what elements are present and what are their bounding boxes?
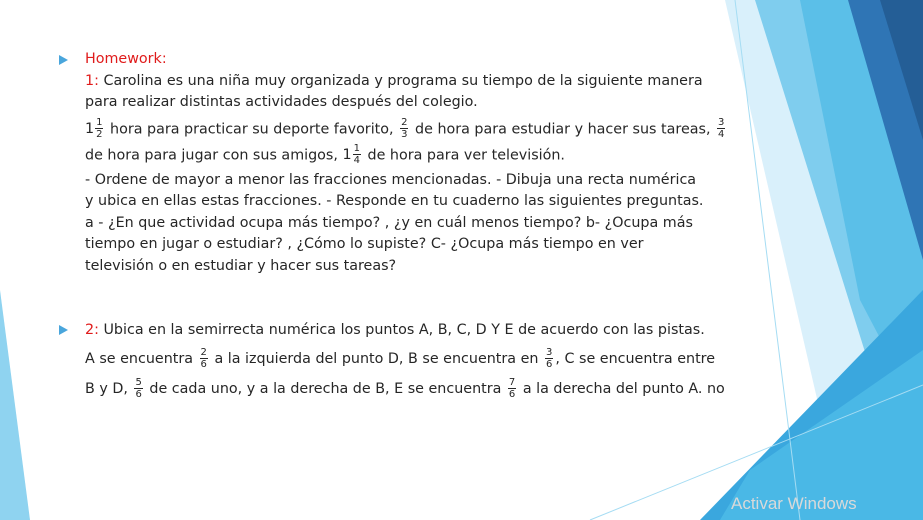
q2-fraction-4-denominator: 6: [508, 388, 516, 400]
bullet-2-icon: [59, 325, 68, 335]
activate-windows-watermark: Activar Windows: [731, 494, 857, 513]
q1-line-2: para realizar distintas actividades después del colegio.: [85, 94, 478, 110]
q2-line-2-part-c: , C se encuentra entre: [555, 351, 716, 367]
q1-line-1-text: Carolina es una niña muy organizada y programa su tiempo de la siguiente manera: [98, 72, 703, 89]
fraction-2: [400, 117, 408, 140]
bullet-1-icon: [59, 55, 68, 65]
fraction-3-denominator: 4: [718, 128, 725, 140]
question-2-block: [85, 318, 725, 401]
q2-line-1-text: Ubica en la semirrecta numérica los puntos A, B, C, D Y E de acuerdo con las pistas.: [98, 322, 705, 338]
fraction-4: [353, 143, 361, 166]
homework-title: Homework:: [85, 51, 167, 67]
q2-line-2-part-b: a la izquierda del punto D, B se encuentra en: [209, 351, 543, 367]
q2-fraction-1-numerator: 2: [200, 346, 207, 358]
q2-fraction-2-numerator: 3: [546, 346, 553, 358]
fraction-3-numerator: 3: [718, 116, 725, 128]
q2-line-1: [85, 318, 725, 342]
q1-line-4-text: de hora para jugar con sus amigos,: [85, 147, 343, 163]
q2-fraction-2-denominator: 6: [546, 358, 553, 370]
q2-line-3-part-a: B y D,: [85, 381, 133, 397]
q1-item-4-text: de hora para ver televisión.: [362, 147, 565, 163]
q2-number: 2:: [85, 322, 99, 338]
q2-line-3: [85, 377, 725, 401]
q1-line-1: [85, 71, 725, 93]
q2-fraction-1: [200, 347, 208, 370]
q1-item-1-text: hora para practicar su deporte favorito,: [105, 121, 399, 137]
q2-fraction-4-numerator: 7: [508, 376, 516, 388]
q2-fraction-1-denominator: 6: [200, 358, 207, 370]
fraction-1-denominator: 2: [96, 128, 103, 140]
q2-fraction-2: [545, 347, 553, 370]
q1-instruction-2: y ubica en ellas estas fracciones. - Responde en tu cuaderno las siguientes preguntas.: [85, 193, 704, 209]
q2-line-3-part-b: de cada uno, y a la derecha de B, E se encuentra: [144, 381, 506, 397]
fraction-4-denominator: 4: [353, 154, 360, 166]
q2-fraction-3: [134, 377, 142, 400]
q2-line-2-part-a: A se encuentra: [85, 351, 198, 367]
fraction-2-denominator: 3: [401, 128, 408, 140]
q1-instruction-5: televisión o en estudiar y hacer sus tareas?: [85, 257, 397, 274]
q1-instruction-4: tiempo en jugar o estudiar? , ¿Cómo lo supiste? C- ¿Ocupa más tiempo en ver: [85, 236, 644, 252]
fraction-4-numerator: 1: [353, 142, 360, 154]
q1-item-2-text: de hora para estudiar y hacer sus tareas,: [410, 121, 716, 137]
fraction-4-whole: 1: [342, 147, 352, 163]
q1-instruction-1: - Ordene de mayor a menor las fracciones mencionadas. - Dibuja una recta numérica: [85, 171, 697, 188]
fraction-1: [95, 117, 103, 140]
fraction-3: [717, 117, 725, 140]
fraction-1-whole: 1: [85, 121, 95, 137]
fraction-1-numerator: 1: [96, 116, 103, 128]
q2-fraction-3-denominator: 6: [135, 388, 142, 400]
question-1-block: [85, 49, 725, 277]
q1-number: 1:: [85, 72, 99, 89]
q1-line-3: [85, 118, 725, 141]
q2-fraction-3-numerator: 5: [135, 376, 142, 388]
fraction-2-numerator: 2: [401, 116, 408, 128]
q2-fraction-4: [508, 377, 516, 400]
q2-line-2: [85, 347, 725, 371]
q2-line-3-part-c: a la derecha del punto A. no: [518, 381, 725, 397]
q1-instruction-3: a - ¿En que actividad ocupa más tiempo? , ¿y en cuál menos tiempo? b- ¿Ocupa más: [85, 214, 693, 231]
q1-line-4: [85, 144, 725, 167]
